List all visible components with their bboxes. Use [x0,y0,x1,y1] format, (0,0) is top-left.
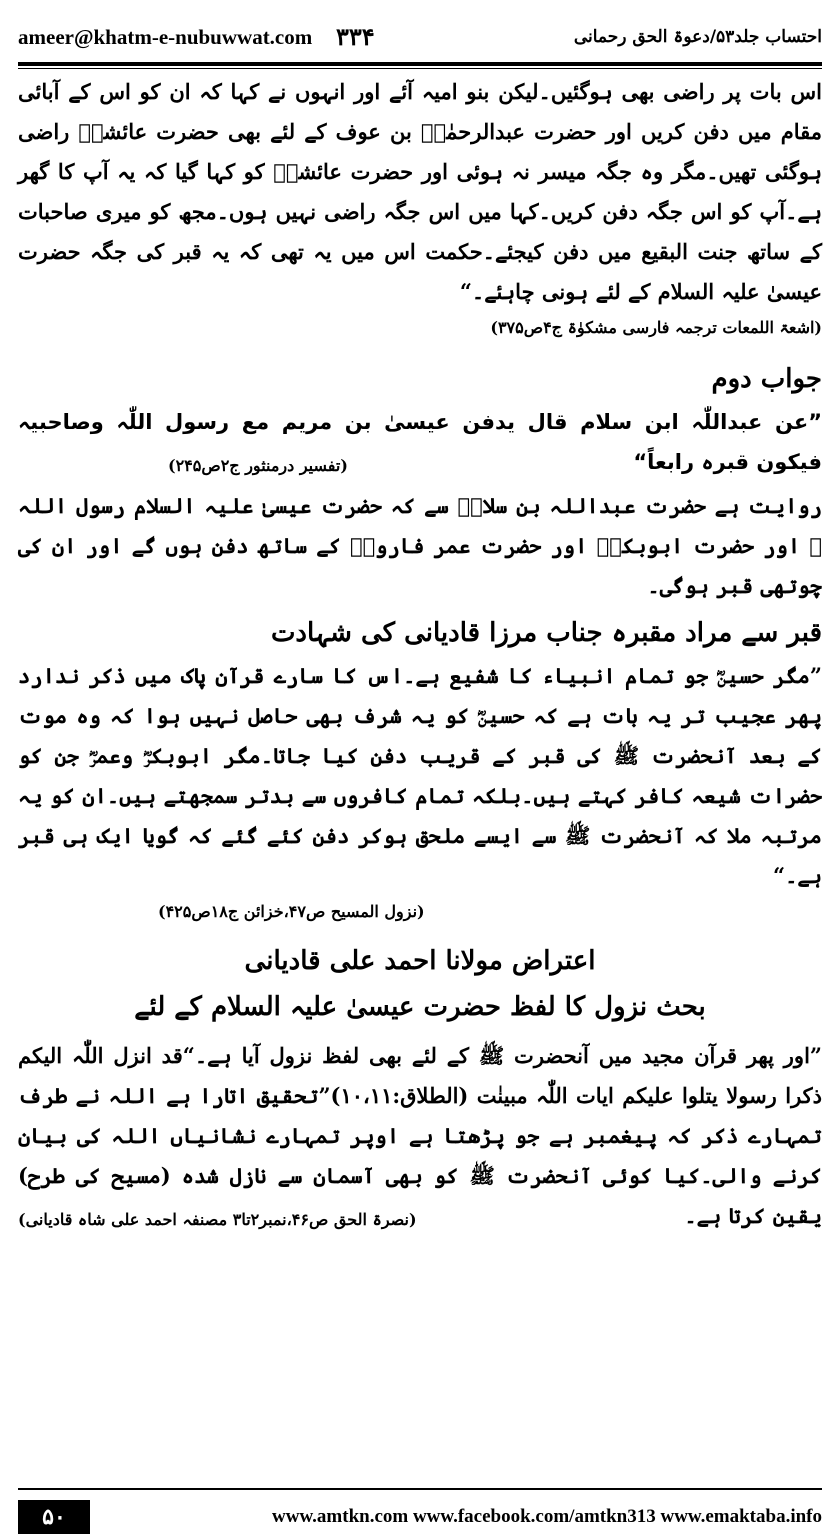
paragraph-4: ”اور پھر قرآن مجید میں آنحضرت ﷺ کے لئے بھی لفظ نزول آیا ہے۔“قد انزل اللّٰہ الیکم ذکرا رسولا یتلوا علیکم ایات اللّٰہ مبینٰت (الطلاق:۱۰،۱۱)”تحقیق اتارا ہے اللہ نے طرف تمہارے ذکر کہ پیغمبر ہے جو پڑھتا ہے اوپر تمہارے نشانیاں اللہ کی بیان کرنے والی۔کیا کوئی آنحضرت ﷺ کو بھی آسمان سے نازل شدہ (مسیح کی طرح) یقین کرتا ہے۔ [18,1043,822,1228]
header-title: احتساب جلد۵۳/دعوۃ الحق رحمانی [573,27,822,47]
footer-links[interactable]: www.amtkn.com www.facebook.com/amtkn313 www.emaktaba.info [272,1506,822,1527]
arabic-quote-1: ”عن عبداللّٰہ ابن سلام قال یدفن عیسیٰ بن مریم مع رسول اللّٰہ وصاحبیہ فیکون قبرہ رابعاً“ [18,410,822,474]
heading-jawab-dom: جواب دوم [711,364,822,394]
header-email[interactable]: ameer@khatm-e-nubuwwat.com [18,25,313,49]
footer-page-number: ۵۰ [18,1500,90,1534]
heading-bahs-nuzool: بحث نزول کا لفظ حضرت عیسیٰ علیہ السلام کے لئے [134,992,706,1022]
paragraph-3: ”مگر حسینؓ جو تمام انبیاء کا شفیع ہے۔اس کا سارے قرآن پاک میں ذکر ندارد پھر عجیب تر یہ بات ہے کہ حسینؓ کو یہ شرف بھی حاصل نہیں ہوا کہ وہ موت کے بعد آنحضرت ﷺ کی قبر کے قریب دفن کیا جاتا۔مگر ابوبکرؓ وعمرؓ جن کو حضرات شیعہ کافر کہتے ہیں۔بلکہ تمام کافروں سے بدتر سمجھتے ہیں۔ان کو یہ مرتبہ ملا کہ آنحضرت ﷺ سے ایسے ملحق ہوکر دفن کئے گئے کہ گویا ایک ہی قبر ہے۔“ [18,663,822,888]
footer-divider [18,1488,822,1490]
header-divider [18,62,822,69]
reference-1: (اشعۃ اللمعات ترجمہ فارسی مشکوٰۃ ج۴ص۳۷۵) [490,318,822,337]
header-page-number: ۳۳۴ [336,22,375,51]
reference-2: (تفسیر درمنثور ج۲ص۲۴۵) [168,456,348,475]
paragraph-1: اس بات پر راضی بھی ہوگئیں۔لیکن بنو امیہ آئے اور انہوں نے کہا کہ ان کو اس کے آبائی مقام میں دفن کریں اور حضرت عبدالرحمٰنؓ بن عوف کے لئے بھی حضرت عائشہؓ راضی ہوگئی تھیں۔مگر وہ جگہ میسر نہ ہوئی اور حضرت عائشہؓ کو کہا گیا کہ یہ آپ کا گھر ہے۔آپ کو اس جگہ دفن کریں۔کہا میں اس جگہ راضی نہیں ہوں۔مجھ کو میری صاحبات کے ساتھ جنت البقیع میں دفن کیجئے۔حکمت اس میں یہ تھی کہ یہ قبر کی جگہ حضرت عیسیٰ علیہ السلام کے لئے ہونی چاہئے۔“ [18,79,822,304]
heading-qabr: قبر سے مراد مقبرہ جناب مرزا قادیانی کی شہادت [270,618,822,648]
heading-aitraz: اعتراض مولانا احمد علی قادیانی [244,946,596,976]
paragraph-2: روایت ہے حضرت عبداللہ بن سلامؓ سے کہ حضرت عیسیٰ علیہ السلام رسول اللہ ﷺ اور حضرت ابوبکرؓ اور حضرت عمر فاروقؓ کے ساتھ دفن ہوں گے اور ان کی چوتھی قبر ہوگی۔ [18,493,822,598]
reference-4: (نصرۃ الحق ص۴۶،نمبر۲تا۳ مصنفہ احمد علی شاہ قادیانی) [18,1210,417,1229]
reference-3: (نزول المسیح ص۴۷،خزائن ج۱۸ص۴۲۵) [158,902,425,921]
page-content [18,72,822,1236]
page-header [18,18,822,56]
page-footer [18,1500,822,1534]
